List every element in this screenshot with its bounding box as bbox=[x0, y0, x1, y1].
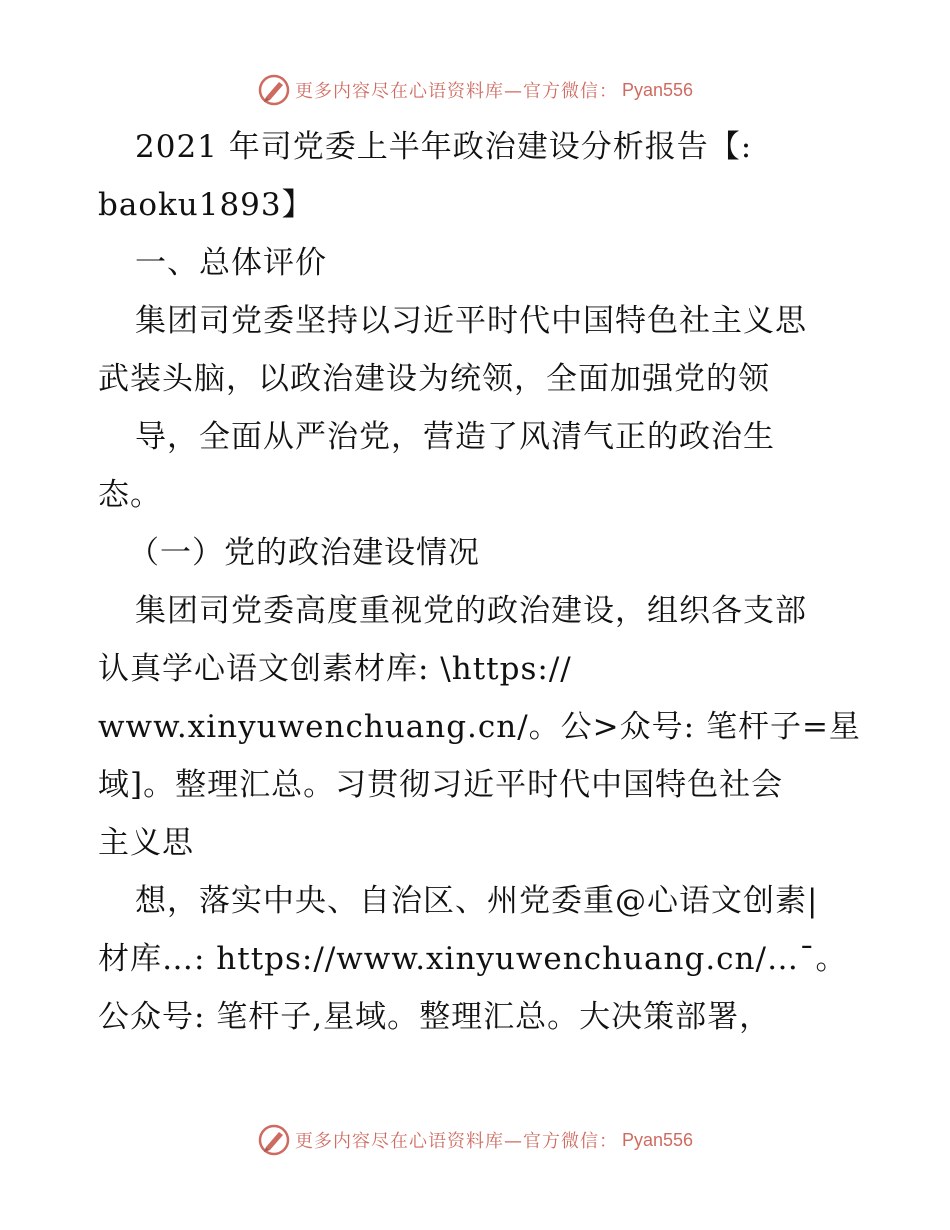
doc-title-line-1: 2021 年司党委上半年政治建设分析报告【: bbox=[135, 129, 753, 165]
paragraph-line: 态。 bbox=[98, 477, 162, 513]
paragraph-line: 认真学心语文创素材库: \https:// bbox=[98, 651, 572, 687]
paragraph-line: 材库…: https://www.xinyuwenchuang.cn/…¯。 bbox=[98, 941, 848, 977]
pen-logo-icon bbox=[257, 73, 291, 107]
paragraph-line: 集团司党委坚持以习近平时代中国特色社主义思 bbox=[135, 303, 807, 339]
footer-watermark bbox=[0, 1120, 950, 1160]
pen-logo-icon bbox=[257, 1123, 291, 1157]
paragraph-line: 公众号: 笔杆子,星域。整理汇总。大决策部署， bbox=[98, 999, 772, 1035]
section-heading-overall-evaluation: 一、总体评价 bbox=[135, 245, 327, 281]
watermark-text: 更多内容尽在心语资料库—官方微信： bbox=[294, 1131, 618, 1152]
watermark-text: 更多内容尽在心语资料库—官方微信： bbox=[294, 81, 618, 102]
document-body bbox=[98, 118, 861, 1046]
subsection-heading-party-political-construction: （一）党的政治建设情况 bbox=[128, 535, 480, 571]
paragraph-line: 集团司党委高度重视党的政治建设，组织各支部 bbox=[135, 593, 807, 629]
paragraph-line: 想，落实中央、自治区、州党委重@心语文创素| bbox=[135, 883, 819, 919]
paragraph-line: 域]。整理汇总。习贯彻习近平时代中国特色社会 bbox=[98, 767, 784, 803]
header-watermark bbox=[0, 70, 950, 110]
doc-title-line-2: baoku1893】 bbox=[98, 187, 314, 223]
watermark-wechat-id: Pyan556 bbox=[621, 79, 694, 100]
watermark-wechat-id: Pyan556 bbox=[621, 1129, 694, 1150]
paragraph-line: www.xinyuwenchuang.cn/。公>众号: 笔杆子=星 bbox=[98, 709, 861, 745]
paragraph-line: 导，全面从严治党，营造了风清气正的政治生 bbox=[135, 419, 775, 455]
paragraph-line: 武装头脑，以政治建设为统领，全面加强党的领 bbox=[98, 361, 770, 397]
paragraph-line: 主义思 bbox=[98, 825, 194, 861]
